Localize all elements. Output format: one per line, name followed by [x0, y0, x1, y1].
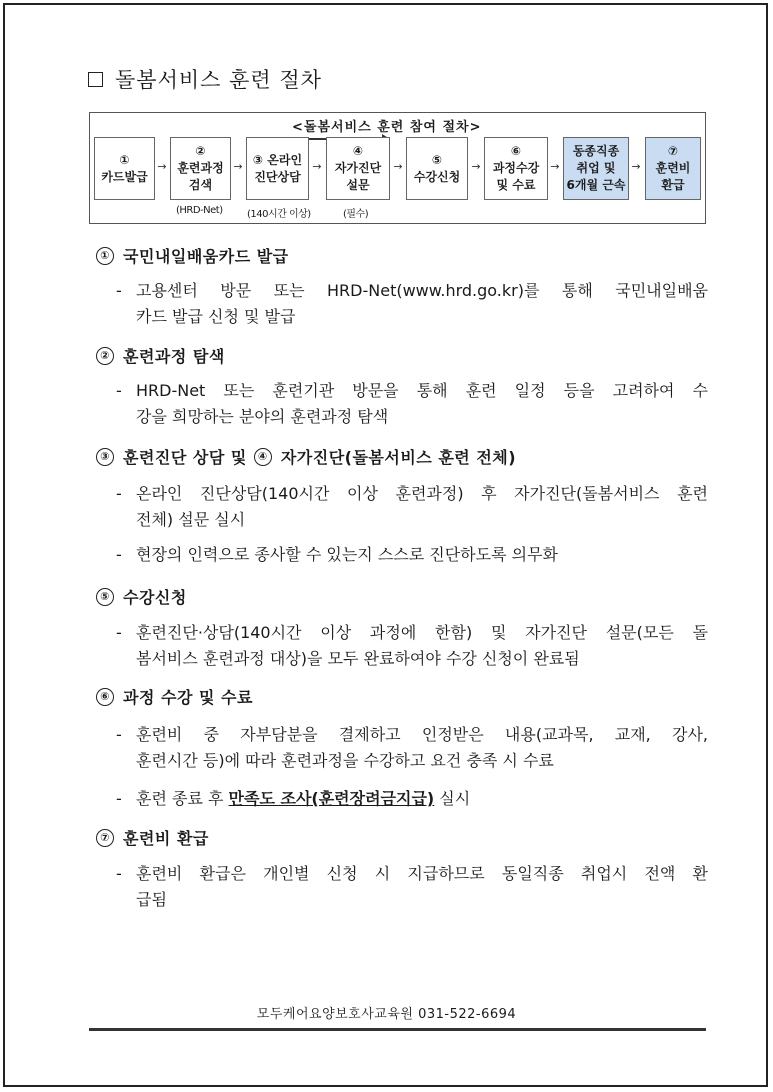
- step-label: 동종직종: [572, 144, 620, 158]
- bullet-text: 실시: [434, 789, 471, 808]
- flow-arrow-icon: →: [550, 160, 560, 173]
- circled-number-1: ①: [96, 247, 114, 265]
- section-heading-text: 자가진단(돌봄서비스 훈련 전체): [280, 448, 517, 467]
- bullet-item: - 고용센터 방문 또는 HRD-Net(www.hrd.go.kr)를 통해 국민내일배움 카드 발급 신청 및 발급: [116, 278, 708, 330]
- step-number: ⑤: [431, 152, 443, 167]
- footer-contact: 모두케어요양보호사교육원 031-522-6694: [256, 1007, 517, 1022]
- circled-number-2: ②: [96, 347, 114, 365]
- bullet-text: 훈련비 중 자부담분을 결제하고 인정받은 내용(교과목, 교재, 강사,: [136, 725, 708, 744]
- step-label: 설문: [346, 178, 370, 192]
- flow-step-completion: [484, 137, 548, 200]
- section-heading-text: 국민내일배움카드 발급: [123, 247, 289, 266]
- circled-number-5: ⑤: [96, 588, 114, 606]
- step-label: 온라인: [267, 152, 303, 167]
- flow-arrow-icon: →: [312, 160, 322, 173]
- page-title-text: 돌봄서비스 훈련 절차: [115, 68, 322, 92]
- flow-step-enrollment: [406, 137, 468, 200]
- step-label: 6개월 근속: [566, 178, 626, 192]
- flow-arrow-icon: →: [233, 160, 243, 173]
- bullet-item: - 훈련비 환급은 개인별 신청 시 지급하므로 동일직종 취업시 전액 환 급됨: [116, 861, 708, 913]
- step-label: 검색: [188, 178, 213, 192]
- section-heading-text: 과정 수강 및 수료: [123, 688, 253, 707]
- flow-arrow-icon: →: [471, 160, 481, 173]
- bullet-item: - 온라인 진단상담(140시간 이상 훈련과정) 후 자가진단(돌봄서비스 훈련 전체) 설문 실시: [116, 481, 708, 533]
- flow-arrow-icon: →: [393, 160, 403, 173]
- section-heading-text: 훈련비 환급: [123, 829, 209, 848]
- bullet-item: - 현장의 인력으로 종사할 수 있는지 스스로 진단하도록 의무화: [116, 542, 708, 568]
- step-label: 취업 및: [576, 161, 616, 175]
- bullet-text: 봄서비스 훈련과정 대상)을 모두 완료하여야 수강 신청이 완료됨: [136, 649, 580, 668]
- step-number: ⑦: [667, 144, 679, 158]
- flow-note-required: (필수): [343, 209, 369, 220]
- section-heading-enroll: [96, 585, 187, 608]
- section-heading-diagnosis: [96, 445, 516, 468]
- flow-note-hrdnet: (HRD-Net): [176, 205, 223, 216]
- bullet-text: 현장의 인력으로 종사할 수 있는지 스스로 진단하도록 의무화: [136, 545, 559, 564]
- flow-step-self-diagnosis: [326, 137, 390, 200]
- bullet-text: 훈련진단·상담(140시간 이상 과정에 한함) 및 자가진단 설문(모든 돌: [136, 623, 708, 642]
- step-label: 훈련비: [655, 161, 691, 175]
- bullet-text: 온라인 진단상담(140시간 이상 훈련과정) 후 자가진단(돌봄서비스 훈련: [136, 484, 708, 503]
- section-heading-text: 훈련과정 탐색: [123, 347, 225, 366]
- step-number: ①: [119, 152, 130, 167]
- bullet-text: 급됨: [136, 890, 167, 909]
- circled-number-4: ④: [254, 448, 272, 466]
- circled-number-7: ⑦: [96, 829, 114, 847]
- bullet-text: HRD-Net 또는 훈련기관 방문을 통해 훈련 일정 등을 고려하여 수: [136, 381, 708, 400]
- section-heading-completion: [96, 685, 253, 708]
- step-label: 자가진단: [334, 161, 382, 175]
- bullet-text: 훈련 종료 후: [136, 789, 229, 808]
- circled-number-6: ⑥: [96, 688, 114, 706]
- page-title: [88, 64, 322, 94]
- step-label: 훈련과정: [177, 161, 224, 175]
- step-number: ③: [252, 152, 264, 167]
- step-label: 카드발급: [101, 169, 148, 184]
- bullet-text: 카드 발급 신청 및 발급: [136, 307, 296, 326]
- bullet-item: - 훈련비 중 자부담분을 결제하고 인정받은 내용(교과목, 교재, 강사, 훈련시간 등)에 따라 훈련과정을 수강하고 요건 충족 시 수료: [116, 722, 708, 774]
- bullet-text: 강을 희망하는 분야의 훈련과정 탐색: [136, 407, 389, 426]
- bullet-item: - 훈련 종료 후 만족도 조사(훈련장려금지급) 실시: [116, 789, 471, 808]
- flow-title: <돌봄서비스 훈련 참여 절차>: [292, 120, 482, 135]
- bullet-item: - HRD-Net 또는 훈련기관 방문을 통해 훈련 일정 등을 고려하여 수 강을 희망하는 분야의 훈련과정 탐색: [116, 378, 708, 430]
- section-heading-course: [96, 344, 225, 367]
- bullet-text: 전체) 설문 실시: [136, 510, 246, 529]
- section-heading-text: 훈련진단 상담 및: [123, 448, 247, 467]
- bullet-item: - 훈련진단·상담(140시간 이상 과정에 한함) 및 자가진단 설문(모든 돌 봄서비스 훈련과정 대상)을 모두 완료하여야 수강 신청이 완료됨: [116, 620, 708, 672]
- footer-rule: [89, 1028, 706, 1031]
- flow-note-140h: (140시간 이상): [247, 209, 311, 220]
- step-number: ④: [352, 144, 364, 158]
- step-number: ②: [195, 144, 206, 158]
- flow-arrow-icon: →: [631, 160, 641, 173]
- flow-step-card-issue: [94, 137, 155, 200]
- flow-step-online-consult: [246, 137, 309, 200]
- step-label: 진단상담: [254, 169, 301, 184]
- survey-emphasis: 만족도 조사(훈련장려금지급): [228, 789, 435, 808]
- bullet-text: 훈련시간 등)에 따라 훈련과정을 수강하고 요건 충족 시 수료: [136, 751, 554, 770]
- step-label: 과정수강: [492, 161, 540, 175]
- bullet-text: 고용센터 방문 또는 HRD-Net(www.hrd.go.kr)를 통해 국민내일배움: [136, 281, 708, 300]
- step-number: ⑥: [510, 144, 522, 158]
- step-label: 환급: [661, 178, 685, 192]
- step-label: 수강신청: [413, 169, 461, 184]
- circled-number-3: ③: [96, 448, 114, 466]
- flow-step-employment: [563, 137, 629, 200]
- step-label: 및 수료: [496, 178, 536, 192]
- section-heading-card: [96, 244, 289, 267]
- bullet-text: 훈련비 환급은 개인별 신청 시 지급하므로 동일직종 취업시 전액 환: [136, 864, 708, 883]
- section-heading-refund: [96, 826, 209, 849]
- flow-arrow-icon: →: [157, 160, 167, 173]
- section-heading-text: 수강신청: [123, 588, 187, 607]
- flow-step-course-search: [170, 137, 231, 200]
- flow-step-refund: [645, 137, 701, 200]
- checkbox-icon: [88, 72, 103, 87]
